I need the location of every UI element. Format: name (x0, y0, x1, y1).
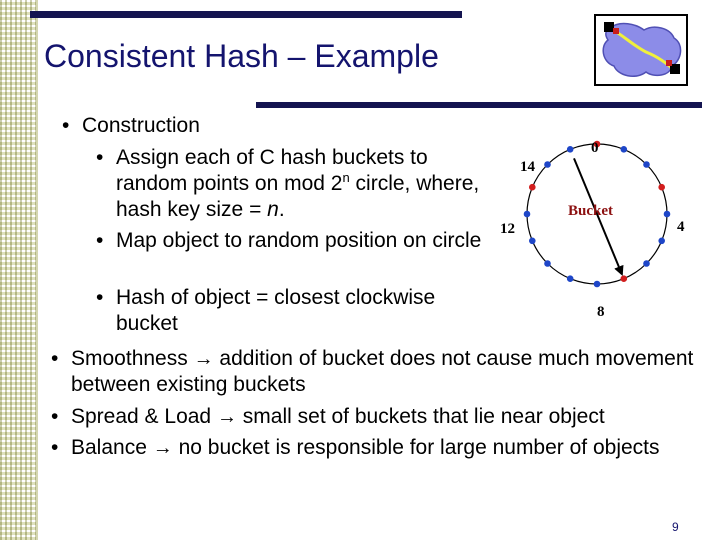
assign-variable: n (267, 198, 279, 221)
slide-title: Consistent Hash – Example (44, 38, 439, 74)
bullet-hash-object: • Hash of object = closest clockwise bucket (116, 285, 491, 337)
ring-point (621, 146, 628, 153)
ring-label-fourteen: 14 (520, 159, 535, 175)
ring-point (567, 275, 574, 282)
balance-text: no bucket is responsible for large number of objects (178, 436, 660, 459)
ring-label-bucket: Bucket (568, 203, 613, 219)
assign-superscript: n (342, 170, 350, 185)
ring-point (567, 146, 574, 153)
ring-point (544, 161, 551, 168)
ring-point (658, 238, 665, 245)
assign-text-middle: circle, where, hash key size = (116, 172, 480, 221)
page-number: 9 (672, 520, 679, 534)
right-arrow-icon: → (152, 437, 173, 459)
top-decorative-bar (30, 11, 462, 18)
ring-point (643, 161, 650, 168)
spread-text: small set of buckets that lie near object (242, 405, 605, 428)
ring-point (544, 260, 551, 267)
bucket-point (621, 275, 628, 282)
balance-label: Balance (71, 436, 147, 459)
assign-text-suffix: . (278, 198, 285, 221)
bullet-assign-buckets (116, 145, 491, 223)
bullet-smoothness (71, 346, 711, 397)
hash-ring-diagram (488, 128, 698, 328)
smoothness-text: addition of bucket does not cause much movement between existing buckets (71, 347, 694, 396)
bullet-map-object: • Map object to random position on circle (116, 228, 491, 254)
bullet-spread-load (71, 404, 711, 430)
network-logo-icon (594, 14, 688, 86)
bucket-point (529, 184, 536, 191)
left-stripe-decoration (0, 0, 38, 540)
smoothness-label: Smoothness (71, 347, 188, 370)
ring-point (529, 238, 536, 245)
ring-point (524, 211, 531, 218)
ring-point (594, 281, 601, 288)
bullet-balance (71, 435, 711, 461)
bucket-point (658, 184, 665, 191)
ring-point (664, 211, 671, 218)
middle-decorative-bar (256, 102, 702, 108)
ring-label-zero: 0 (591, 140, 599, 156)
spread-label: Spread & Load (71, 405, 212, 428)
right-arrow-icon: → (193, 348, 214, 370)
right-arrow-icon: → (216, 406, 237, 428)
ring-label-twelve: 12 (500, 221, 515, 237)
bullet-construction: • Construction (82, 113, 282, 138)
ring-label-four: 4 (677, 219, 685, 235)
ring-point (643, 260, 650, 267)
assign-text-prefix: Assign each of C hash buckets to random points on mod 2 (116, 146, 428, 195)
ring-label-eight: 8 (597, 304, 605, 320)
